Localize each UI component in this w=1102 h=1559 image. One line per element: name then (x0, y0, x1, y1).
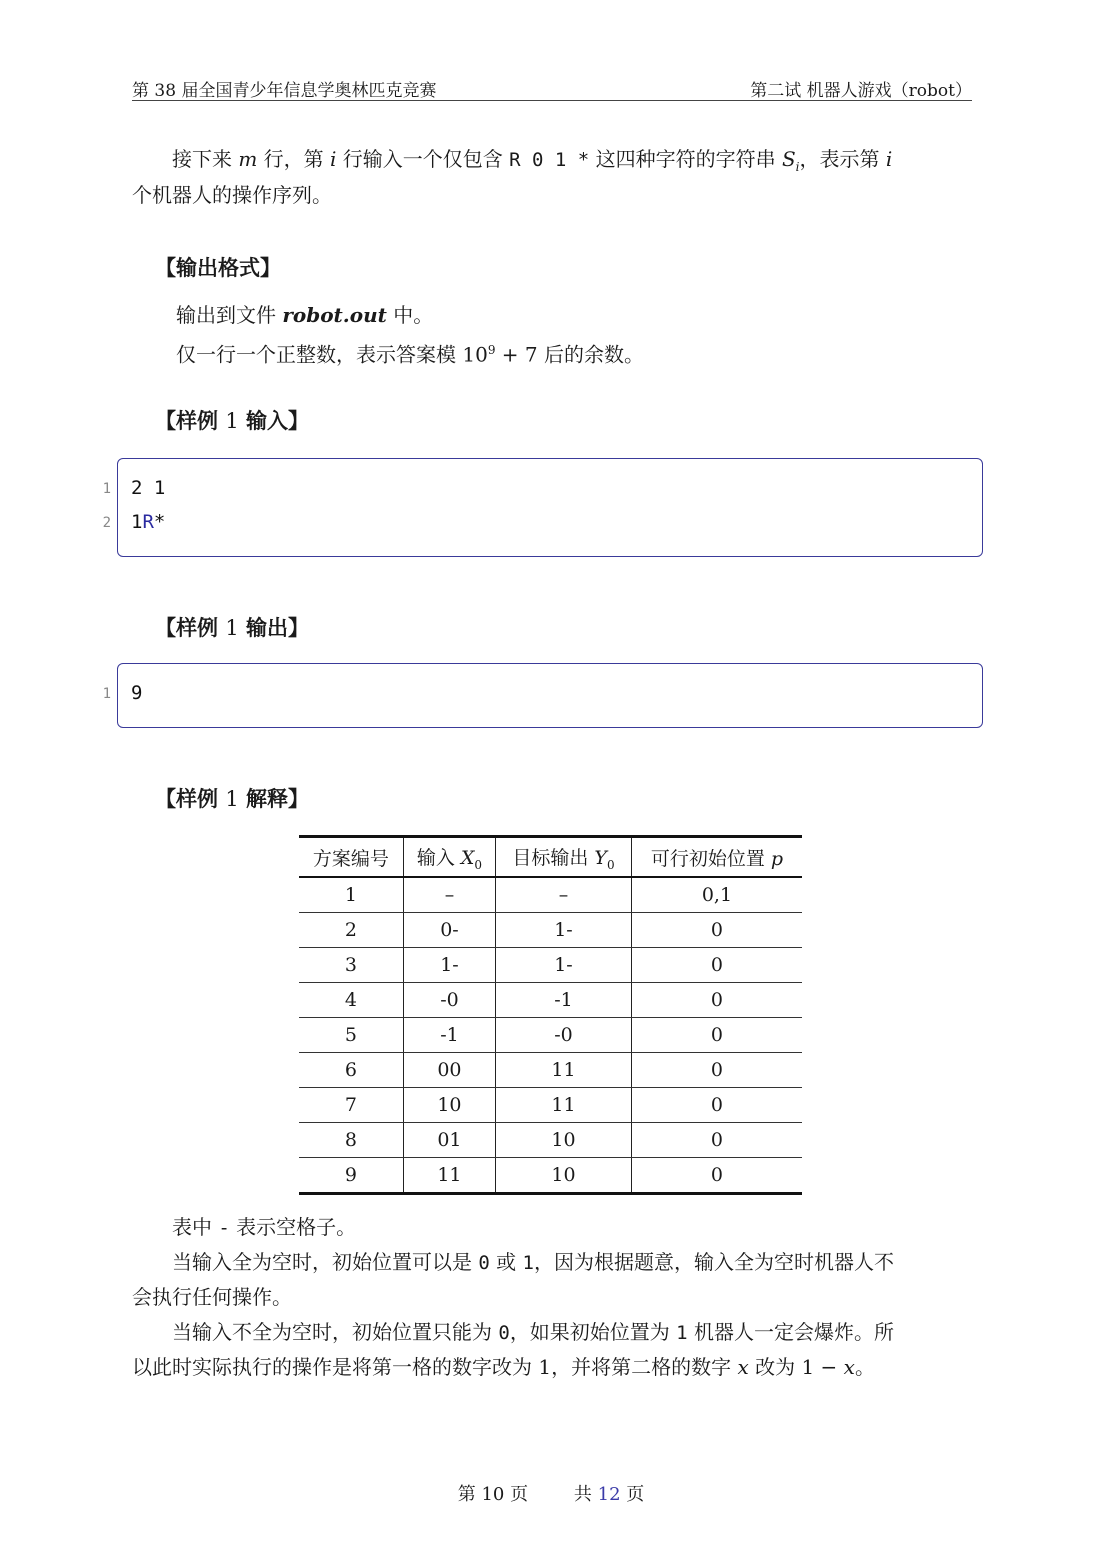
note-text: 。 (854, 1355, 875, 1379)
note-code: 1 (522, 1252, 534, 1274)
sample-input-title (155, 405, 309, 435)
intro-text: 接下来 (172, 147, 239, 171)
table-row (299, 1158, 802, 1194)
explanation-table (299, 835, 802, 1195)
output-desc-line (176, 333, 644, 373)
cell-input: 1- (403, 948, 495, 983)
modulus-base: 10 (462, 342, 488, 367)
table-row (299, 983, 802, 1018)
table-row (299, 948, 802, 983)
cell-init-position: 0 (631, 1053, 802, 1088)
page-header (132, 74, 972, 101)
cell-input: -1 (403, 1018, 495, 1053)
var-S: S (781, 147, 796, 171)
header-sub: 0 (474, 857, 483, 872)
cell-scheme-id: 4 (299, 983, 403, 1018)
modulus-exponent: 9 (487, 343, 496, 357)
header-var: X (460, 846, 475, 869)
note-code: 1 (676, 1322, 688, 1344)
note-text: ，如果初始位置为 (509, 1320, 677, 1344)
code-token: * (153, 511, 166, 533)
var-x: x (737, 1355, 749, 1379)
note-text: 改为 1 − (748, 1355, 844, 1379)
line-number: 1 (102, 686, 111, 702)
note-code: - (218, 1217, 230, 1239)
cell-init-position: 0 (631, 1123, 802, 1158)
cell-init-position: 0 (631, 1018, 802, 1053)
header-sub: 0 (606, 857, 615, 872)
output-file-line (176, 298, 433, 333)
code-text (131, 511, 165, 533)
sample-output-box[interactable] (102, 663, 983, 728)
sample-input-box[interactable] (102, 458, 983, 557)
cell-target-output: – (496, 877, 632, 913)
note-text: 当输入不全为空时，初始位置只能为 (172, 1320, 499, 1344)
code-token-keyword: R (142, 511, 154, 533)
note-text: 或 (489, 1250, 523, 1274)
header-var: Y (594, 846, 607, 869)
cell-init-position: 0,1 (631, 877, 802, 913)
note-text: 表示空格子。 (229, 1215, 357, 1239)
intro-text: 这四种字符的字符串 (589, 147, 782, 171)
cell-input: 0- (403, 913, 495, 948)
output-filename: robot.out (282, 303, 387, 327)
cell-scheme-id: 9 (299, 1158, 403, 1194)
current-page-number: 10 (481, 1484, 505, 1505)
note-dash (132, 1210, 356, 1246)
table-header-row (299, 837, 802, 878)
cell-scheme-id: 8 (299, 1123, 403, 1158)
cell-scheme-id: 3 (299, 948, 403, 983)
cell-init-position: 0 (631, 1158, 802, 1194)
note-empty-input (132, 1245, 974, 1281)
intro-text: 行输入一个仅包含 (336, 147, 510, 171)
header-scheme-id: 方案编号 (299, 837, 403, 878)
title-number: 1 (225, 409, 239, 433)
table-row (299, 1123, 802, 1158)
cell-input: 00 (403, 1053, 495, 1088)
header-var: p (770, 847, 784, 870)
header-target-output (496, 837, 632, 878)
intro-text: 行，第 (257, 147, 331, 171)
title-text: 解释】 (238, 787, 309, 811)
cell-target-output: 1- (496, 913, 632, 948)
cell-scheme-id: 5 (299, 1018, 403, 1053)
table-row (299, 1018, 802, 1053)
title-number: 1 (225, 616, 239, 640)
header-text: 输入 (416, 846, 461, 869)
note-text: 以此时实际执行的操作是将第一格的数字改为 1，并将第二格的数字 (132, 1355, 738, 1379)
output-format-title: 【输出格式】 (155, 256, 281, 280)
char-set: R 0 1 * (509, 149, 590, 171)
note-nonempty-input-cont (132, 1350, 875, 1385)
header-init-position (631, 837, 802, 878)
footer-text: 第 (457, 1484, 482, 1505)
cell-init-position: 0 (631, 913, 802, 948)
cell-input: -0 (403, 983, 495, 1018)
modulus-rest: + 7 (495, 342, 538, 367)
var-x: x (843, 1355, 855, 1379)
output-text: 仅一行一个正整数，表示答案模 (176, 342, 463, 367)
intro-text: ，表示第 (799, 147, 886, 171)
contest-title: 第 38 届全国青少年信息学奥林匹克竞赛 (132, 81, 437, 101)
intro-line-2: 个机器人的操作序列。 (132, 183, 332, 207)
output-text: 中。 (386, 303, 434, 327)
code-token: 1 (131, 511, 143, 533)
var-i: i (330, 147, 337, 171)
cell-scheme-id: 6 (299, 1053, 403, 1088)
cell-input: 10 (403, 1088, 495, 1123)
title-text: 【样例 (155, 616, 226, 640)
title-text: 输出】 (238, 616, 309, 640)
header-text: 目标输出 (512, 846, 595, 869)
total-pages-link[interactable]: 12 (597, 1484, 621, 1505)
code-text: 2 1 (131, 477, 166, 499)
cell-target-output: 10 (496, 1123, 632, 1158)
cell-input: 11 (403, 1158, 495, 1194)
note-text: 机器人一定会爆炸。所 (687, 1320, 894, 1344)
footer-text: 页 (504, 1484, 529, 1505)
cell-target-output: 1- (496, 948, 632, 983)
var-i: i (885, 147, 893, 171)
footer-text: 页 (620, 1484, 645, 1505)
cell-scheme-id: 1 (299, 877, 403, 913)
table-row (299, 1088, 802, 1123)
header-input (403, 837, 495, 878)
code-text: 9 (131, 682, 143, 704)
note-text: 当输入全为空时，初始位置可以是 (172, 1250, 479, 1274)
cell-scheme-id: 2 (299, 913, 403, 948)
title-text: 【样例 (155, 787, 226, 811)
sample-output-title (155, 612, 309, 642)
var-S-subscript: i (795, 160, 800, 174)
note-code: 0 (498, 1322, 510, 1344)
cell-target-output: 11 (496, 1053, 632, 1088)
cell-target-output: -1 (496, 983, 632, 1018)
note-code: 0 (478, 1252, 490, 1274)
cell-target-output: -0 (496, 1018, 632, 1053)
note-empty-input-cont: 会执行任何操作。 (132, 1285, 292, 1309)
sample-explain-title (155, 783, 309, 813)
table-row (299, 913, 802, 948)
cell-input: 01 (403, 1123, 495, 1158)
table-row (299, 1053, 802, 1088)
page-footer (0, 1480, 1102, 1506)
problem-title: 第二试 机器人游戏（robot） (750, 81, 972, 101)
cell-input: – (403, 877, 495, 913)
cell-init-position: 0 (631, 983, 802, 1018)
line-number: 2 (102, 515, 111, 531)
cell-scheme-id: 7 (299, 1088, 403, 1123)
line-number: 1 (102, 481, 111, 497)
note-nonempty-input (132, 1315, 974, 1351)
cell-target-output: 11 (496, 1088, 632, 1123)
header-text: 可行初始位置 (650, 847, 771, 870)
title-text: 输入】 (238, 409, 309, 433)
var-m: m (238, 147, 258, 171)
note-text: ，因为根据题意，输入全为空时机器人不 (533, 1250, 894, 1274)
footer-text: 共 (573, 1484, 598, 1505)
table-row (299, 877, 802, 913)
output-text: 后的余数。 (537, 342, 645, 367)
title-text: 【样例 (155, 409, 226, 433)
title-number: 1 (225, 787, 239, 811)
note-text: 表中 (172, 1215, 219, 1239)
output-text: 输出到文件 (176, 303, 283, 327)
cell-init-position: 0 (631, 948, 802, 983)
cell-init-position: 0 (631, 1088, 802, 1123)
cell-target-output: 10 (496, 1158, 632, 1194)
